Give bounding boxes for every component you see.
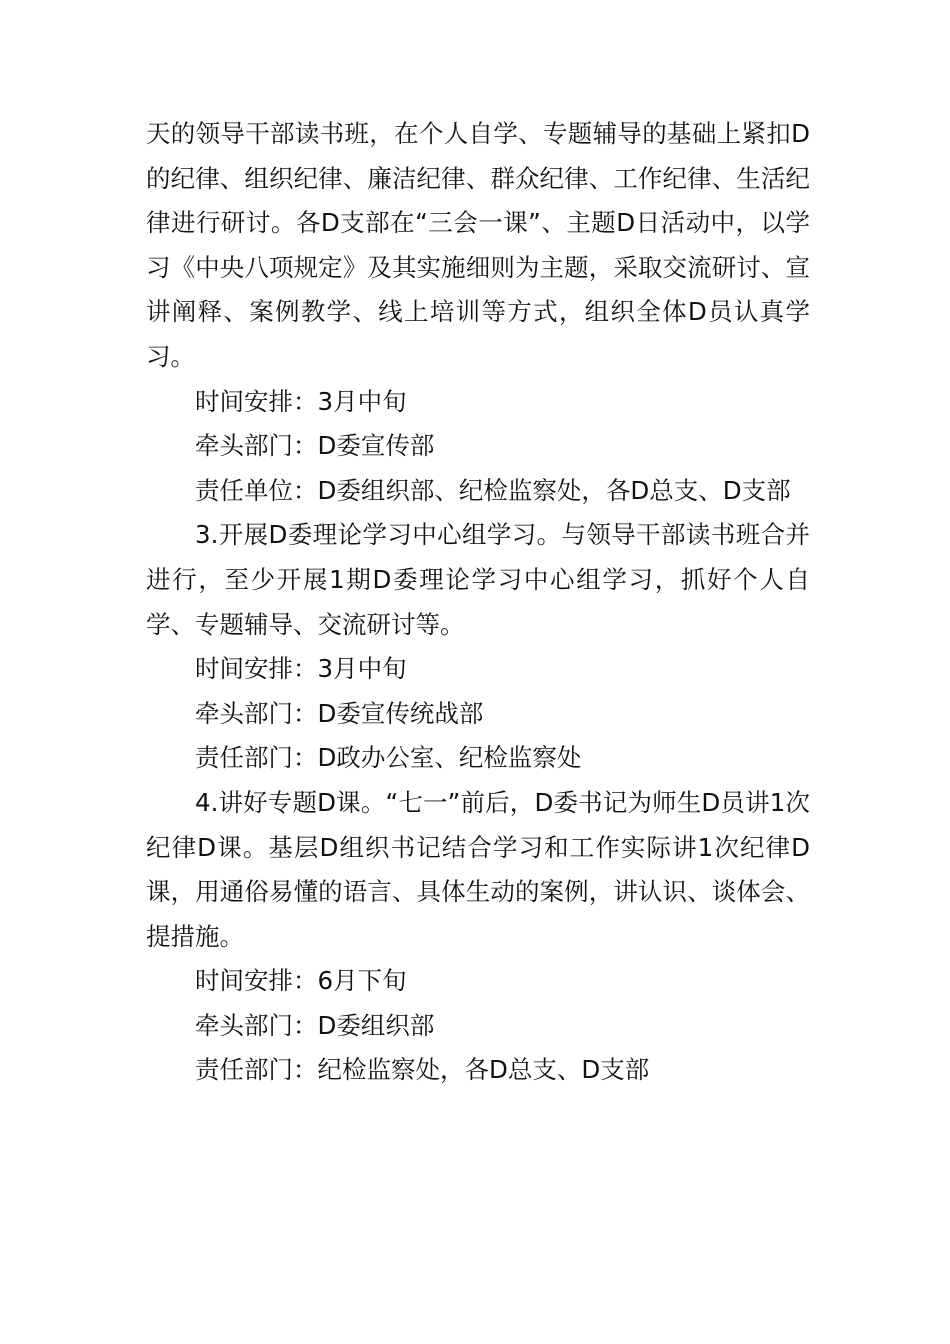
body-paragraph-reading-class: 天的领导干部读书班，在个人自学、专题辅导的基础上紧扣D的纪律、组织纪律、廉洁纪律、群众纪律、工作纪律、生活纪律进行研讨。各D支部在“三会一课”、主题D日活动中，以学习《中央八项规定》及其实施细则为主题，采取交流研讨、宣讲阐释、案例教学、线上培训等方式，组织全体D员认真学习。 xyxy=(146,119,810,371)
responsible-department-line: 责任部门：D政办公室、纪检监察处 xyxy=(195,743,582,773)
schedule-line: 时间安排：3月中旬 xyxy=(195,654,407,684)
responsible-department-line: 责任部门：纪检监察处，各D总支、D支部 xyxy=(195,1055,650,1085)
lead-department-line: 牵头部门：D委宣传部 xyxy=(195,431,435,461)
lead-department-line: 牵头部门：D委宣传统战部 xyxy=(195,698,484,728)
responsible-unit-paragraph: 责任单位：D委组织部、纪检监察处，各D总支、D支部 xyxy=(195,475,791,505)
section-4-paragraph: 4.讲好专题D课。“七一”前后，D委书记为师生D员讲1次纪律D课。基层D组织书记结合学习和工作实际讲1次纪律D课，用通俗易懂的语言、具体生动的案例，讲认识、谈体会、提措施。 xyxy=(146,787,810,951)
schedule-line: 时间安排：3月中旬 xyxy=(195,386,407,416)
section-3-paragraph: 3.开展D委理论学习中心组学习。与领导干部读书班合并进行，至少开展1期D委理论学习中心组学习，抓好个人自学、专题辅导、交流研讨等。 xyxy=(146,520,810,639)
schedule-line: 时间安排：6月下旬 xyxy=(195,966,407,996)
document-page xyxy=(146,112,810,1093)
lead-department-line: 牵头部门：D委组织部 xyxy=(195,1010,435,1040)
